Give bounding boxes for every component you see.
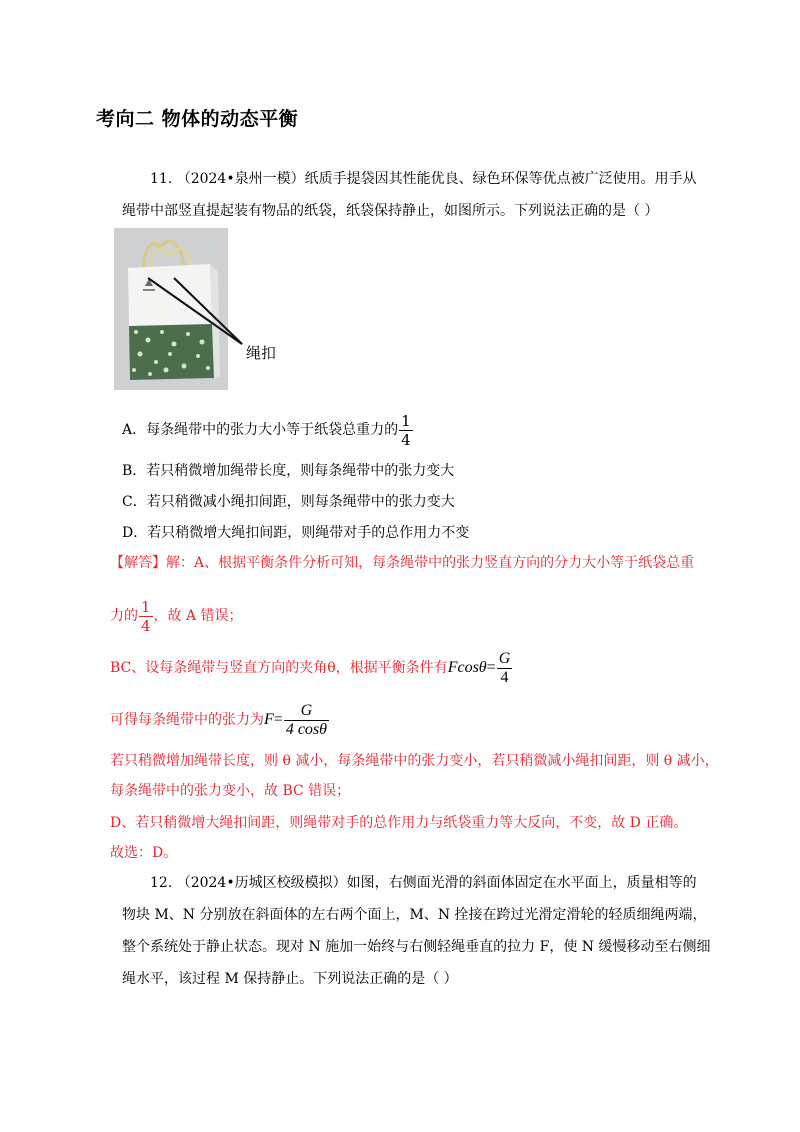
answer-tag: 【解答】 [110, 555, 166, 571]
answer-line3 [110, 648, 513, 688]
option-a-numerator: 1 [401, 411, 411, 430]
answer-line2-post: ，故 A 错误； [153, 608, 243, 624]
answer-line4-text: 可得每条绳带中的张力为 [110, 712, 264, 728]
answer-line6: 每条绳带中的张力变小，故 BC 错误； [110, 783, 351, 799]
paper-bag-figure [114, 228, 228, 390]
option-a [122, 410, 414, 450]
q11-stem-line2: 绳带中部竖直提起装有物品的纸袋，纸袋保持静止，如图所示。下列说法正确的是（ ） [122, 203, 659, 219]
q11-stem-line1: 11. （2024•泉州一模）纸质手提袋因其性能优良、绿色环保等优点被广泛使用。用手从 [150, 171, 697, 187]
tension-equals: = [273, 711, 283, 728]
q12-stem-line3: 整个系统处于静止状态。现对 N 施加一始终与右侧轻绳垂直的拉力 F，使 N 缓慢移动至右侧细 [122, 939, 711, 955]
paper-bag-illustration [114, 228, 294, 390]
answer-line4 [110, 700, 330, 740]
q12-stem-line1: 12. （2024•历城区校级模拟）如图，右侧面光滑的斜面体固定在水平面上，质量相等的 [150, 875, 697, 891]
answer-line2-denominator: 4 [141, 616, 151, 635]
answer-line2-numerator: 1 [141, 597, 151, 616]
answer-line5: 若只稍微增加绳带长度，则 θ 减小，每条绳带中的张力变小，若只稍微减小绳扣间距，则 θ 减小， [110, 753, 719, 769]
tension-fraction [284, 702, 329, 739]
figure-label-rope-knot: 绳扣 [246, 344, 277, 362]
q12-stem-line2: 物块 M、N 分别放在斜面体的左右两个面上，M、N 拴接在跨过光滑定滑轮的轻质细绳两端， [122, 907, 707, 923]
section-title: 考向二 物体的动态平衡 [96, 108, 299, 130]
answer-line2-pre: 力的 [110, 608, 138, 624]
option-a-text: A．每条绳带中的张力大小等于纸袋总重力的 [122, 422, 399, 438]
equation-equals: = [486, 659, 496, 676]
option-d: D．若只稍微增大绳扣间距，则绳带对手的总作用力不变 [122, 525, 470, 541]
equation-denominator-4: 4 [500, 668, 509, 686]
option-c: C．若只稍微减小绳扣间距，则每条绳带中的张力变大 [122, 494, 455, 510]
answer-line1-text: 解：A、根据平衡条件分析可知，每条绳带中的张力竖直方向的分力大小等于纸袋总重 [166, 555, 695, 571]
answer-line1 [110, 548, 694, 578]
option-a-fraction [399, 412, 413, 449]
tension-numerator-g: G [284, 702, 329, 721]
answer-line2-fraction [139, 598, 153, 635]
equation-lhs-fcos: Fcosθ [447, 659, 487, 676]
answer-line3-text: BC、设每条绳带与竖直方向的夹角θ，根据平衡条件有 [110, 660, 448, 676]
option-b: B．若只稍微增加绳带长度，则每条绳带中的张力变大 [122, 463, 455, 479]
answer-line2 [110, 596, 243, 636]
answer-line8: 故选：D。 [110, 845, 178, 861]
equation-fraction-g-over-4 [497, 650, 513, 687]
equation-numerator-g: G [498, 649, 511, 667]
q12-stem-line4: 绳水平，该过程 M 保持静止。下列说法正确的是（ ） [122, 971, 458, 987]
tension-denominator-4cos: 4 cosθ [285, 720, 327, 738]
option-a-denominator: 4 [401, 430, 411, 449]
answer-line7: D、若只稍微增大绳扣间距，则绳带对手的总作用力与纸袋重力等大反向，不变，故 D 正确。 [110, 815, 688, 831]
tension-lhs-f: F [264, 711, 274, 728]
